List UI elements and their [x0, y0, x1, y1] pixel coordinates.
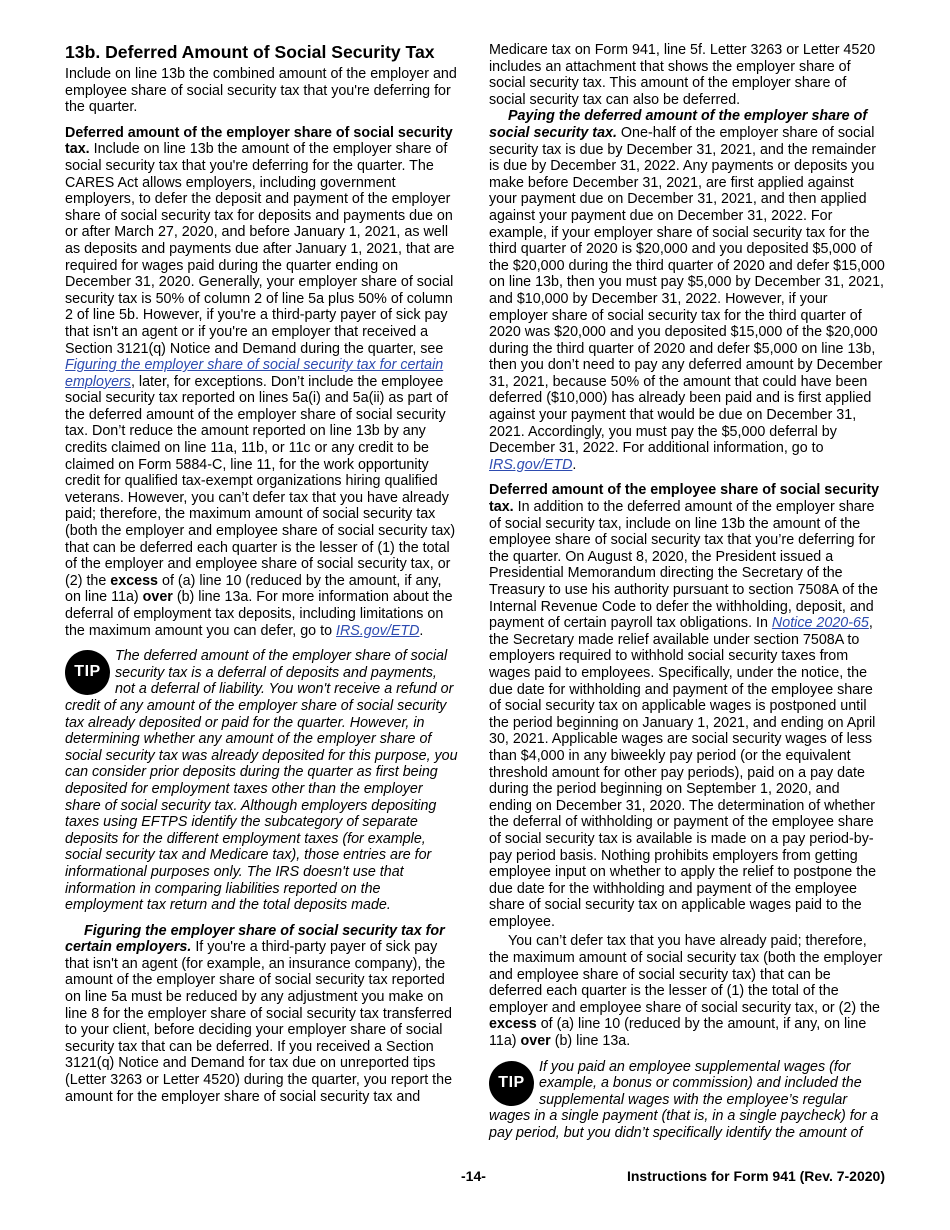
notice-2020-65-link[interactable]: Notice 2020-65 — [771, 615, 869, 632]
cant-defer-paragraph: You can’t defer tax that you have already paid; therefore, the maximum amount of social security tax (both the employer and employee share of social security tax) that can be deferred each quarter is the lesser of (1) the total of the employer and employee share of social security tax, or (2) the excess of (a) line 10 (reduced by the amount, if any, on line 11a) over (b) line 13a. — [489, 933, 883, 1050]
intro-paragraph: Include on line 13b the combined amount of the employer and employee share of social security tax that you're deferring for the quarter. — [65, 66, 457, 116]
employee-share-paragraph: Deferred amount of the employee share of social security tax. In addition to the deferred amount of the employer share of social security tax, include on line 13b the amount of the employee share of social security tax that you’re deferring for the quarter. On August 8, 2020, the President issued a Presidential Memorandum directing the Secretary of the Treasury to use his authority pursuant to section 7508A of the Internal Revenue Code to defer the withholding, deposit, and payment of certain payroll tax obligations. In Notice 2020-65, the Secretary made relief available under section 7508A to employers required to withhold social security taxes from wages paid to employees. Specifically, under the notice, the due date for withholding and payment of the employee share of social security tax on applicable wages is postponed until the period beginning on January 1, 2021, and ending on April 30, 2021. Applicable wages are social security wages of less than $4,000 in any biweekly pay period (or the equivalent threshold amount for other pay periods), paid on a pay date during the period beginning on September 1, 2020, and ending on December 31, 2020. The determination of whether the deferral of withholding or payment of the employee share of social security tax is available is made on a pay period-by-pay period basis. Nothing prohibits employers from getting employee input on whether to apply the relief to postpone the due date for the withholding and payment of the employee share of social security tax on applicable wages paid to the employee. — [489, 482, 880, 930]
form-name: Instructions for Form 941 (Rev. 7-2020) — [626, 1168, 885, 1184]
tip-icon: TIP — [65, 650, 110, 695]
left-column — [65, 42, 460, 1105]
paying-paragraph: Paying the deferred amount of the employer share of social security tax. One-half of the employer share of social security tax is due by December 31, 2021, and the remainder is due by December 31, 2022. Any payments or deposits you make before December 31, 2021, are first applied against your payment due on December 31, 2021, and then applied against your payment due on December 31, 2022. For example, if your employer share of social security tax for the third quarter of 2020 is $20,000 and you deposited $5,000 of the $20,000 during the third quarter of 2020 and defer $15,000 on line 13b, then you must pay $5,000 by December 31, 2021, and $10,000 by December 31, 2022. However, if your employer share of social security tax for the third quarter of 2020 was $20,000 and you deposited $15,000 of the $20,000 during the third quarter of 2020 and defer $5,000 on line 13b, then you don’t need to pay any deferred amount by December 31, 2021, because 50% of the amount that could have been deferred ($10,000) has already been paid and is first applied against your payment that would be due on December 31, 2021. Accordingly, you must pay the $5,000 deferral by December 31, 2022. For additional information, go to IRS.gov/ETD. — [489, 108, 885, 473]
employer-share-paragraph: Deferred amount of the employer share of social security tax. Include on line 13b the amount of the employer share of social security tax that you're deferring for the quarter. The CARES Act allows employers, including government employers, to defer the deposit and payment of the employer share of social security tax for deposits and payments due on or after March 27, 2020, and before January 1, 2021, as well as deposits and payments due after January 1, 2021, that are required for wages paid during the quarter ending on December 31, 2020. Generally, your employer share of social security tax is 50% of column 2 of line 5a plus 50% of column 2 of line 5b. However, if you're a third-party payer of sick pay that isn't an agent or if you're an employer that received a Section 3121(q) Notice and Demand during the quarter, see Figuring the employer share of social security tax for certain employers, later, for exceptions. Don’t include the employee social security tax reported on lines 5a(i) and 5a(ii) as part of the deferred amount of the employer share of social security tax. Don’t reduce the amount reported on line 13b by any credits claimed on line 11a, 11b, or 11c or any credit to be claimed on Form 5884-C, line 11, for the work opportunity credit for qualified tax-exempt organizations hiring qualified veterans. However, you can’t defer tax that you have already paid; therefore, the maximum amount of social security tax (both the employer and employee share of social security tax) that can be deferred each quarter is the lesser of (1) the total of the employer and employee share of social security tax, or (2) the excess of (a) line 10 (reduced by the amount, if any, on line 11a) over (b) line 13a. For more information about the deferral of employment tax deposits, including limitations on the maximum amount you can defer, go to IRS.gov/ETD. — [65, 124, 456, 639]
figuring-heading: Figuring the employer share of social security tax for certain employers. — [65, 922, 445, 956]
tip-box — [65, 648, 460, 914]
employee-share-heading: Deferred amount of the employee share of social security tax. — [489, 482, 880, 516]
figuring-paragraph: Figuring the employer share of social security tax for certain employers. If you're a third-party payer of sick pay that isn't an agent (for example, an insurance company), the amount of the employer share of social security tax reported on line 5a must be reduced by any adjustment you make on line 8 for the employer share of social security tax transferred to your client, before deciding your employer share of social security tax that can be deferred. If you received a Section 3121(q) Notice and Demand for tax due on unreported tips (Letter 3263 or Letter 4520) during the quarter, you report the amount for the employer share of social security tax and — [65, 922, 453, 1105]
section-heading: 13b. Deferred Amount of Social Security Tax — [65, 42, 435, 62]
figuring-employer-share-link[interactable]: Figuring the employer share of social security tax for certain employers — [65, 357, 444, 390]
employer-share-heading: Deferred amount of the employer share of social security tax. — [65, 124, 453, 158]
right-column — [489, 42, 885, 1151]
tip-box — [489, 1059, 885, 1142]
irs-etd-link[interactable]: IRS.gov/ETD — [489, 456, 573, 473]
paying-heading: Paying the deferred amount of the employer share of social security tax. — [489, 108, 868, 141]
tip-text: The deferred amount of the employer share of social security tax is a deferral of deposits and payments, not a deferral of liability. You won't receive a refund or credit of any amount of the employer share of social security tax already deposited or paid for the quarter. However, in determining whether any amount of the employer share of social security tax was already deposited for this purpose, you can consider prior deposits during the quarter as first being deposited for employment taxes other than the employer share of social security tax. Although employers depositing taxes using EFTPS identify the subcategory of separate deposits for the different employment taxes (for example, social security tax and Medicare tax), those entries are for informational purposes only. The IRS doesn't use that information in comparing liabilities reported on the employment tax return and the total deposits made. — [65, 648, 458, 914]
tip-icon: TIP — [489, 1061, 534, 1106]
page-number: -14- — [461, 1168, 486, 1184]
continued-paragraph: Medicare tax on Form 941, line 5f. Letter 3263 or Letter 4520 includes an attachment that shows the employer share of social security tax. This amount of the employer share of social security tax can also be deferred. — [489, 42, 876, 108]
irs-etd-link[interactable]: IRS.gov/ETD — [336, 622, 420, 639]
tip-text: If you paid an employee supplemental wages (for example, a bonus or commission) and included the supplemental wages with the employee’s regular wages in a single payment (that is, in a single paycheck) for a pay period, but you didn’t specifically identify the amount of — [489, 1058, 879, 1141]
